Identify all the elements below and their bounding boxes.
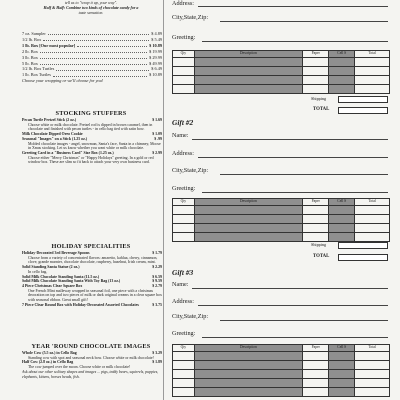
gift-title: Gift #2 (172, 118, 194, 127)
price-value: $ 6.49 (151, 66, 162, 72)
city-label: City,State,Zip: (172, 313, 209, 320)
order-cell[interactable] (303, 67, 329, 76)
dot-leader (40, 49, 147, 53)
order-cell[interactable] (355, 224, 390, 233)
shipping-box[interactable] (338, 96, 388, 103)
address-line[interactable] (198, 6, 388, 7)
column-header: Paper (303, 345, 329, 352)
order-row (173, 361, 390, 370)
order-row (173, 233, 390, 242)
price-list (22, 31, 162, 84)
dot-leader (40, 55, 147, 59)
section-title-holiday: HOLIDAY SPECIALITIES (51, 243, 131, 250)
order-cell[interactable] (303, 370, 329, 379)
column-header: Qty (173, 51, 195, 58)
price-value: $ 19.99 (149, 48, 162, 54)
order-cell[interactable] (173, 215, 195, 224)
column-header: Total (355, 51, 390, 58)
order-cell[interactable] (329, 76, 355, 85)
product-description: Choose either "Merry Christmas" or "Happy Holidays" greeting. In a gold or red window box. These are slim so fit back to attach your very own business card. (28, 155, 154, 165)
product-name: Half Cow (2.8 oz.) in Cello Bag (22, 360, 74, 365)
order-row (173, 76, 390, 85)
total-label: TOTAL (313, 254, 330, 259)
product-name: Milk Chocolate Dipped Oreo Cookie (22, 132, 83, 137)
order-cell[interactable] (355, 388, 390, 397)
price-value: $ 10.89 (149, 42, 162, 48)
order-cell[interactable] (194, 352, 303, 361)
order-row (173, 215, 390, 224)
product-item (22, 265, 162, 274)
order-cell[interactable] (329, 352, 355, 361)
shipping-box[interactable] (338, 242, 388, 249)
product-name: Greeting Card in a "Business Card" Size Box (1.25 oz.) (22, 150, 114, 155)
product-name: Solid Milk Chocolate Standing Santa (11.5 oz.) (22, 274, 100, 279)
order-table (172, 344, 390, 397)
order-cell[interactable] (355, 233, 390, 242)
order-cell[interactable] (173, 85, 195, 94)
order-cell[interactable] (329, 233, 355, 242)
order-cell[interactable] (329, 206, 355, 215)
product-name: Whole Cow (5.5 oz.) in Cello Bag (22, 351, 77, 355)
product-item (22, 303, 162, 308)
order-cell[interactable] (173, 370, 195, 379)
price-label: 7 oz. Sampler (22, 31, 46, 36)
column-header: Description (194, 345, 303, 352)
order-table (172, 198, 390, 242)
order-row (173, 224, 390, 233)
product-description: In cello bag. (28, 269, 48, 274)
column-header: Paper (303, 51, 329, 58)
order-header-row (173, 199, 390, 206)
product-name: Solid Standing Santa Statue (2 oz.) (22, 265, 80, 270)
order-cell[interactable] (173, 388, 195, 397)
address-line[interactable] (198, 157, 388, 158)
order-cell[interactable] (194, 76, 303, 85)
price-note: Choose your wrapping or we'll choose for you! (22, 78, 104, 84)
product-name: 4 Piece Christmas Clear Square Box (22, 283, 83, 288)
greeting-label: Greeting: (172, 185, 196, 192)
price-value: $ 4.89 (151, 31, 162, 36)
name-label: Name: (172, 281, 189, 288)
order-cell[interactable] (329, 224, 355, 233)
product-item (22, 370, 162, 379)
order-cell[interactable] (329, 215, 355, 224)
order-cell[interactable] (303, 215, 329, 224)
order-row (173, 58, 390, 67)
price-label: 3 lb. Box (22, 54, 38, 60)
product-description: Choose white or milk chocolate. Pretzel rod is dipped in brown caramel, then in chocolate and finished with pecan turtles - in cello bag tied with satin bow. (28, 122, 153, 132)
city-label: City,State,Zip: (172, 167, 209, 174)
product-name: Pecan Turtle Pretzel Stick (2 oz.) (22, 118, 77, 122)
address-label: Address: (172, 0, 194, 7)
price-label: 1/2 lb. Box (22, 36, 42, 42)
column-header: Paper (303, 199, 329, 206)
name-label: Name: (172, 132, 189, 139)
product-price: $ 6.59 (152, 274, 162, 279)
order-cell[interactable] (173, 233, 195, 242)
order-cell[interactable] (329, 370, 355, 379)
total-box[interactable] (338, 107, 388, 114)
order-cell[interactable] (173, 361, 195, 370)
product-price: $ 2.29 (152, 265, 162, 270)
order-row (173, 85, 390, 94)
order-cell[interactable] (303, 352, 329, 361)
order-cell[interactable] (194, 206, 303, 215)
dot-leader (48, 31, 150, 35)
order-row (173, 67, 390, 76)
order-row (173, 352, 390, 361)
order-cell[interactable] (303, 58, 329, 67)
product-description: One French Mint malleway wrapped in seasonal foil, one piece with a christmas decoration on top and two pieces of milk or dark original creams in a clear square box with seasonal ribbon. Great small gift! (28, 288, 162, 303)
city-line[interactable] (220, 21, 388, 22)
product-price: $ 1.69 (152, 118, 162, 122)
order-row (173, 206, 390, 215)
order-cell[interactable] (355, 67, 390, 76)
order-cell[interactable] (194, 67, 303, 76)
order-cell[interactable] (173, 67, 195, 76)
order-table (172, 50, 390, 94)
dot-leader (43, 37, 149, 41)
order-cell[interactable] (194, 388, 303, 397)
order-cell[interactable] (194, 215, 303, 224)
price-value: $ 29.99 (149, 54, 162, 60)
total-box[interactable] (338, 254, 388, 261)
price-label: 2 lb. Box (22, 48, 38, 54)
shipping-label: Shipping (311, 242, 327, 247)
product-price: $ 2.79 (152, 283, 162, 288)
order-cell[interactable] (303, 206, 329, 215)
holiday-list (22, 251, 162, 338)
order-form (168, 0, 396, 400)
product-description: The cow jumped over the moon. Choose white or milk chocolate! (28, 365, 131, 370)
order-cell[interactable] (355, 206, 390, 215)
order-cell[interactable] (194, 85, 303, 94)
dot-leader (53, 72, 147, 76)
column-header: Cell S (329, 199, 355, 206)
product-price: $ 1.09 (152, 132, 162, 137)
city-line[interactable] (220, 320, 388, 321)
product-column (20, 0, 162, 400)
column-header: Cell S (329, 51, 355, 58)
price-label: 5 lb. Box (22, 60, 38, 66)
column-header: Description (194, 199, 303, 206)
order-cell[interactable] (329, 85, 355, 94)
order-cell[interactable] (355, 379, 390, 388)
product-item (22, 351, 162, 360)
product-price: $ 9.59 (152, 279, 162, 284)
name-line[interactable] (192, 288, 388, 289)
column-header: Qty (173, 199, 195, 206)
name-line[interactable] (192, 139, 388, 140)
greeting-line[interactable] (202, 41, 388, 42)
product-description: Molded chocolate images - angel, snowman, Santa's face, Santa in a chimney, Moose in Xmas stocking. Let us know whether you want white or milk chocolate. (28, 141, 161, 151)
address-label: Address: (172, 298, 194, 305)
section-title-stuffers: STOCKING STUFFERS (55, 110, 127, 117)
order-cell[interactable] (303, 233, 329, 242)
order-cell[interactable] (303, 224, 329, 233)
price-label: 1/2 lb. Box Turtles (22, 66, 55, 72)
product-price: $ 1.89 (152, 360, 162, 365)
order-cell[interactable] (194, 370, 303, 379)
order-header-row (173, 345, 390, 352)
order-cell[interactable] (194, 58, 303, 67)
order-cell[interactable] (194, 361, 303, 370)
column-header: Total (355, 199, 390, 206)
order-cell[interactable] (194, 233, 303, 242)
order-cell[interactable] (194, 224, 303, 233)
product-price: $ 1.79 (152, 251, 162, 255)
product-item (22, 360, 162, 369)
product-description: Ask about our other solitary shapes and images ... pigs, teddy bears, squirrels, puppies, elephants, kittens, horses heads, fish. (22, 369, 159, 379)
order-cell[interactable] (355, 76, 390, 85)
product-name: Seasonal "Images" on a Stick (1.25 oz.) (22, 136, 88, 141)
column-divider (163, 0, 164, 400)
product-price: $ .99 (154, 136, 162, 141)
order-cell[interactable] (329, 379, 355, 388)
gift-title: Gift #3 (172, 268, 194, 277)
product-price: $ 3.75 (152, 302, 162, 307)
order-row (173, 379, 390, 388)
product-description: Choose from a variety of concentrated flavors: amaretto, kahlua, cherry, cinnamon, clove, grande marnier, chocolate chocolate, raspberry, hazelnut, Irish cream, mint. (28, 255, 158, 265)
price-value: $ 49.99 (149, 60, 162, 66)
greeting-line[interactable] (202, 337, 388, 338)
dot-leader (56, 66, 149, 70)
intro-line: tell us to "wrap it up, your way". (64, 0, 118, 5)
product-description: Standing cow with spot and seasonal neck bow. Choose white or milk chocolate! (28, 355, 154, 360)
product-item (22, 251, 162, 265)
city-label: City,State,Zip: (172, 14, 209, 21)
order-row (173, 388, 390, 397)
order-header-row (173, 51, 390, 58)
price-label: 1 lb. Box [Our most popular] (22, 42, 76, 48)
intro-line: Half & Half: Combine two kinds of chocolate candy for a (43, 5, 139, 10)
yearround-list (22, 351, 162, 400)
order-cell[interactable] (329, 361, 355, 370)
intro-text (20, 0, 162, 15)
order-cell[interactable] (303, 379, 329, 388)
product-item (22, 137, 162, 151)
city-line[interactable] (220, 174, 388, 175)
product-head (22, 303, 162, 308)
product-name: 7 Piece Clear Round Box with Holiday-Decorated Assorted Chocolates (22, 302, 139, 307)
product-name: Solid Milk Chocolate Standing Santa With Toy Bag (13 oz.) (22, 279, 121, 284)
stuffers-list (22, 118, 162, 236)
column-header: Cell S (329, 345, 355, 352)
order-cell[interactable] (355, 370, 390, 379)
product-name: Holiday-Decorated 3rd Beverage Spoons (22, 251, 90, 255)
shipping-label: Shipping (311, 96, 327, 101)
greeting-line[interactable] (202, 192, 388, 193)
order-cell[interactable] (173, 379, 195, 388)
greeting-label: Greeting: (172, 34, 196, 41)
order-cell[interactable] (355, 215, 390, 224)
order-cell[interactable] (173, 224, 195, 233)
address-line[interactable] (198, 305, 388, 306)
price-value: $ 5.49 (151, 36, 162, 42)
order-cell[interactable] (355, 361, 390, 370)
section-title-yearround: YEAR 'ROUND CHOCOLATE IMAGES (31, 343, 151, 350)
product-item (22, 118, 162, 132)
order-cell[interactable] (173, 352, 195, 361)
product-price: $ 3.29 (152, 351, 162, 355)
total-label: TOTAL (313, 107, 330, 112)
price-label: 1 lb. Box Turtles (22, 72, 51, 78)
column-header: Qty (173, 345, 195, 352)
order-cell[interactable] (355, 85, 390, 94)
product-item (22, 284, 162, 303)
order-cell[interactable] (303, 76, 329, 85)
order-cell[interactable] (173, 58, 195, 67)
address-label: Address: (172, 150, 194, 157)
order-cell[interactable] (303, 85, 329, 94)
order-cell[interactable] (173, 206, 195, 215)
dot-leader (77, 43, 147, 47)
order-cell[interactable] (303, 388, 329, 397)
product-item (22, 151, 162, 165)
order-cell[interactable] (303, 361, 329, 370)
column-header: Total (355, 345, 390, 352)
order-cell[interactable] (329, 67, 355, 76)
column-header: Description (194, 51, 303, 58)
greeting-label: Greeting: (172, 330, 196, 337)
order-cell[interactable] (355, 352, 390, 361)
order-cell[interactable] (329, 388, 355, 397)
intro-line: taste sensation. (78, 10, 104, 15)
order-cell[interactable] (355, 58, 390, 67)
order-cell[interactable] (329, 58, 355, 67)
order-cell[interactable] (194, 379, 303, 388)
price-value: $ 10.89 (149, 72, 162, 78)
order-cell[interactable] (173, 76, 195, 85)
dot-leader (40, 61, 147, 65)
product-price: $ 2.99 (152, 150, 162, 155)
order-row (173, 370, 390, 379)
